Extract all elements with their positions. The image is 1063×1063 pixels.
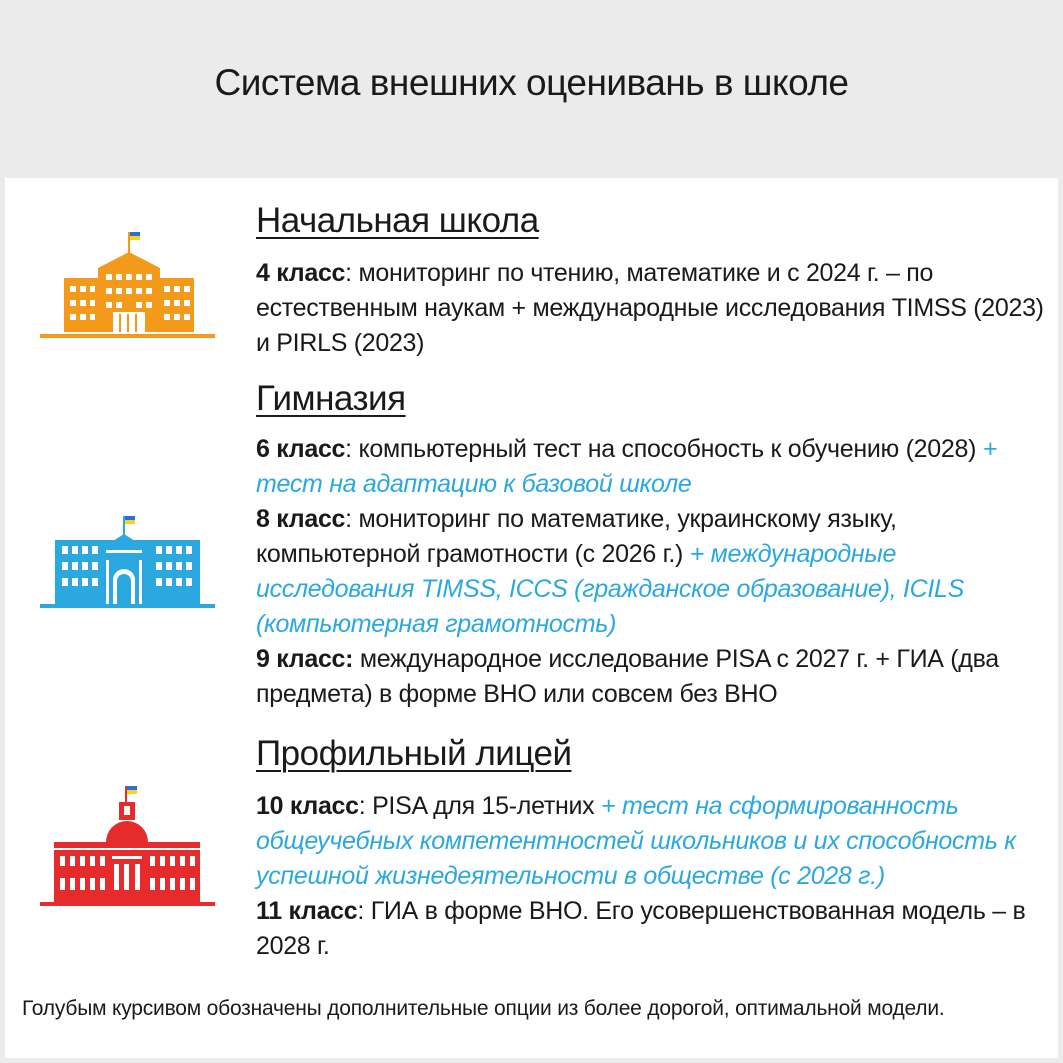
grade-text: ГИА в форме ВНО. Его усовершенствованная модель – в 2028 г. xyxy=(256,897,1026,960)
grade-text: компьютерный тест на способность к обучению (2028) xyxy=(358,435,983,463)
grade-entry: 4 класс: мониторинг по чтению, математике и с 2024 г. – по естественным наукам + международные исследования TIMSS (2023) и PIRLS (2023) xyxy=(256,259,1044,357)
grade-text: международное исследование PISA с 2027 г. + ГИА (два предмета) в форме ВНО или совсем без ВНО xyxy=(256,645,999,708)
grade-text: PISA для 15-летних xyxy=(372,792,602,820)
section-primary-school xyxy=(256,200,1056,361)
section-lyceum xyxy=(256,733,1056,964)
optional-extra: + международные исследования TIMSS, ICCS (гражданское образование), ICILS (компьютерная грамотность) xyxy=(256,540,964,638)
grade-label: 10 класс xyxy=(256,792,359,820)
grade-entry: 10 класс: PISA для 15-летних + тест на сформированность общеучебных компетентностей школьников и их способность к успешной жизнедеятельности в обществе (с 2028 г.) xyxy=(256,792,1016,890)
grade-text: мониторинг по математике, украинскому языку, компьютерной грамотности (с 2026 г.) xyxy=(256,505,897,568)
gymnasium-building-icon xyxy=(40,512,215,612)
grade-label: 6 класс xyxy=(256,435,346,463)
footnote: Голубым курсивом обозначены дополнительные опции из более дорогой, оптимальной модели. xyxy=(22,997,945,1020)
lyceum-building-icon xyxy=(40,784,215,909)
grade-label: 9 класс: xyxy=(256,645,354,673)
optional-extra: + тест на сформированность общеучебных компетентностей школьников и их способность к успешной жизнедеятельности в обществе (с 2028 г.) xyxy=(256,792,1016,890)
grade-label: 11 класс xyxy=(256,897,358,925)
section-heading: Начальная школа xyxy=(256,201,539,240)
section-heading: Профильный лицей xyxy=(256,734,572,773)
grade-entry: 8 класс: мониторинг по математике, украинскому языку, компьютерной грамотности (с 2026 г.) + международные исследования TIMSS, ICCS (гражданское образование), ICILS (компьютерная грамотность) xyxy=(256,505,964,638)
page-title: Система внешних оценивань в школе xyxy=(214,62,849,103)
grade-label: 8 класс xyxy=(256,505,346,533)
section-gymnasium xyxy=(256,378,1056,712)
school-building-icon xyxy=(40,228,215,343)
section-heading: Гимназия xyxy=(256,379,406,418)
grade-label: 4 класс xyxy=(256,259,346,287)
grade-entry xyxy=(256,642,1056,712)
grade-entry: 11 класс: ГИА в форме ВНО. Его усовершенствованная модель – в 2028 г. xyxy=(256,897,1026,960)
grade-text: мониторинг по чтению, математике и с 2024 г. – по естественным наукам + международные исследования TIMSS (2023) и PIRLS (2023) xyxy=(256,259,1044,357)
grade-entry: 6 класс: компьютерный тест на способность к обучению (2028) + тест на адаптацию к базовой школе xyxy=(256,435,998,498)
optional-extra: + тест на адаптацию к базовой школе xyxy=(256,435,998,498)
